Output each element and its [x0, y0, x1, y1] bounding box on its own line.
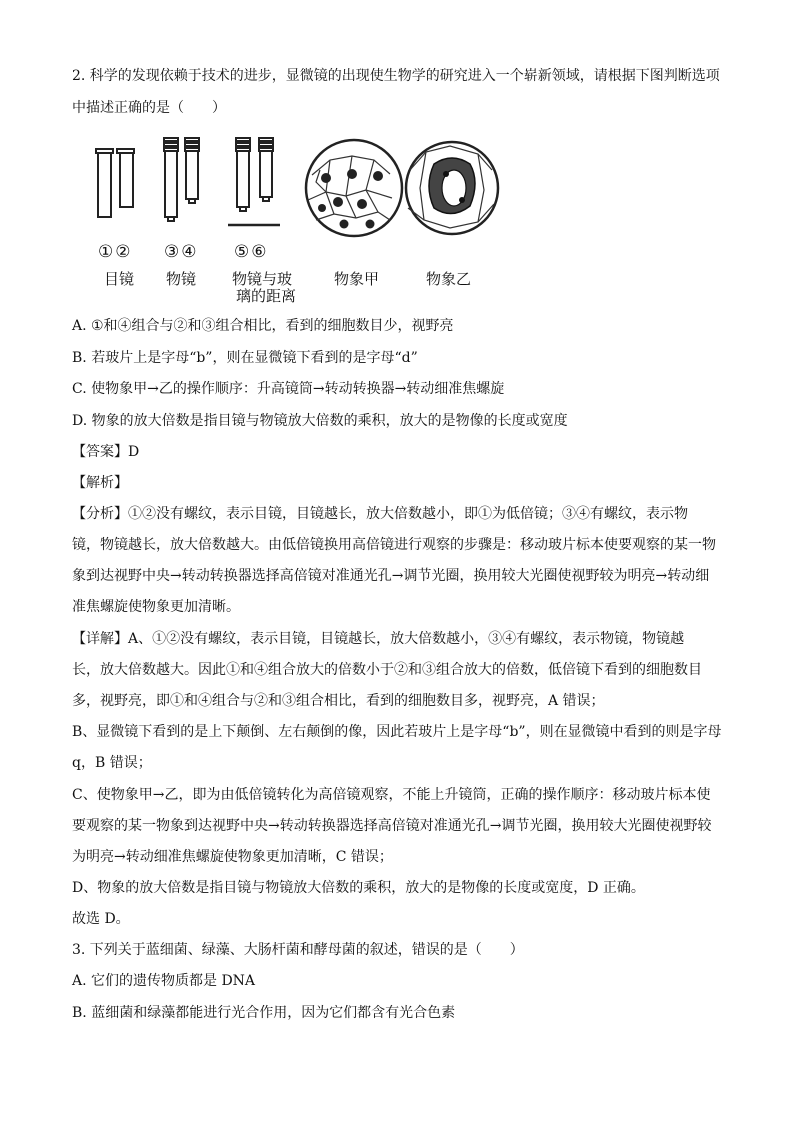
q2-stem-line2: 中描述正确的是（ ）: [72, 100, 226, 116]
q2-detail-line: B、显微镜下看到的是上下颠倒、左右颠倒的像，因此若玻片上是字母“b”，则在显微镜中看到的则是字母: [72, 724, 722, 740]
eyepiece-short-icon: [117, 149, 134, 207]
cells-high-magnification-icon: [406, 142, 498, 234]
cells-low-magnification-icon: [306, 140, 402, 236]
q2-detail-line: 【详解】A、①②没有螺纹，表示目镜，目镜越长，放大倍数越小，③④有螺纹，表示物镜，物镜越: [72, 631, 685, 647]
q2-detail-line: 长，放大倍数越大。因此①和④组合放大的倍数小于②和③组合放大的倍数，低倍镜下看到的细胞数目: [72, 662, 702, 678]
microscope-figure: [90, 130, 510, 305]
objective-distance-icon: [228, 138, 280, 225]
q2-detail-line: C、使物象甲→乙，即为由低倍镜转化为高倍镜观察，不能上升镜筒，正确的操作顺序：移动玻片标本使: [72, 787, 711, 803]
q2-stem-line1: 2. 科学的发现依赖于技术的进步，显微镜的出现使生物学的研究进入一个崭新领域，请根据下图判断选项: [72, 68, 720, 84]
q2-option-c: C. 使物象甲→乙的操作顺序：升高镜筒→转动转换器→转动细准焦螺旋: [72, 381, 505, 397]
figure-nums-34: ③④: [164, 242, 199, 262]
objective-short-icon: [164, 138, 178, 221]
q2-detail-line: 为明亮→转动细准焦螺旋使物象更加清晰，C 错误；: [72, 849, 393, 865]
figure-label-eyepiece: 目镜: [104, 270, 135, 288]
q2-detail-line: 要观察的某一物象到达视野中央→转动转换器选择高倍镜对准通光孔→调节光圈，换用较大光圈使视野较: [72, 818, 712, 834]
q2-detail-line: 多，视野亮，即①和④组合与②和③组合相比，看到的细胞数目多，视野亮，A 错误；: [72, 693, 605, 709]
figure-label-image-a: 物象甲: [334, 270, 380, 288]
q2-detail-line: q，B 错误；: [72, 755, 152, 771]
q2-option-b: B. 若玻片上是字母“b”，则在显微镜下看到的是字母“d”: [72, 350, 418, 366]
figure-nums-12: ①②: [98, 242, 133, 262]
q2-detail-line: 故选 D。: [72, 911, 130, 927]
q3-stem: 3. 下列关于蓝细菌、绿藻、大肠杆菌和酵母菌的叙述，错误的是（ ）: [72, 942, 524, 958]
q2-analysis-line: 镜，物镜越长，放大倍数越大。由低倍镜换用高倍镜进行观察的步骤是：移动玻片标本使要观察的某一物: [72, 537, 716, 553]
figure-label-image-b: 物象乙: [426, 270, 472, 288]
figure-label-distance-line2: 璃的距离: [236, 287, 297, 305]
q2-analysis-line: 象到达视野中央→转动转换器选择高倍镜对准通光孔→调节光圈，换用较大光圈使视野较为明亮→转动细: [72, 568, 710, 584]
q3-option-b: B. 蓝细菌和绿藻都能进行光合作用，因为它们都含有光合色素: [72, 1005, 456, 1021]
q2-answer: 【答案】D: [72, 444, 140, 460]
q2-analysis-line: 【分析】①②没有螺纹，表示目镜，目镜越长，放大倍数越小，即①为低倍镜；③④有螺纹，表示物: [72, 506, 688, 522]
eyepiece-long-icon: [96, 149, 113, 217]
q3-option-a: A. 它们的遗传物质都是 DNA: [72, 973, 256, 989]
figure-label-objective: 物镜: [166, 270, 197, 288]
q2-detail-line: D、物象的放大倍数是指目镜与物镜放大倍数的乘积，放大的是物像的长度或宽度，D 正确。: [72, 880, 645, 896]
figure-nums-56: ⑤⑥: [234, 242, 269, 262]
q2-analysis-line: 准焦螺旋使物象更加清晰。: [72, 599, 240, 615]
figure-label-distance-line1: 物镜与玻: [232, 270, 293, 288]
q2-analysis-header: 【解析】: [72, 475, 128, 491]
q2-option-d: D. 物象的放大倍数是指目镜与物镜放大倍数的乘积，放大的是物像的长度或宽度: [72, 413, 568, 429]
objective-long-icon: [185, 138, 199, 203]
q2-option-a: A. ①和④组合与②和③组合相比，看到的细胞数目少，视野亮: [72, 318, 454, 334]
